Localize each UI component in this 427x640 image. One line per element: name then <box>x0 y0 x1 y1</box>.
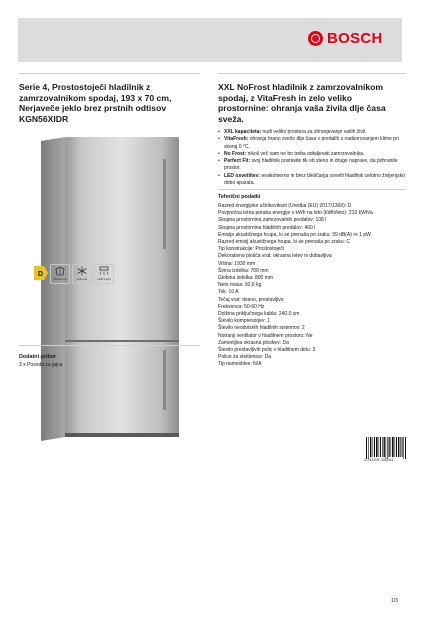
spec-line: Notranji ventilator v hladilnem prostoru: Ne <box>218 332 313 339</box>
led-light-icon <box>98 266 110 276</box>
feature-list <box>218 129 408 187</box>
divider <box>19 345 200 346</box>
product-model: KGN56XIDR <box>19 113 69 124</box>
feature-icons <box>50 264 114 284</box>
spec-line: Višina: 1930 mm <box>218 260 256 267</box>
spec-line: Police za steklenice: Da <box>218 354 272 361</box>
page-number: 1/3 <box>391 598 398 604</box>
spec-line: Tip namestitve: N/A <box>218 361 262 368</box>
divider <box>218 73 406 74</box>
product-headline: XXL NoFrost hladilnik z zamrzovalnikom spodaj, z VitaFresh in zelo veliko prostornine: ohranja vaša živila dlje časa sveža. <box>218 82 386 124</box>
spec-line: Zamenljiva okrasna ploskev: Da <box>218 339 289 346</box>
spec-line: Povprečna letna poraba energije v kWh na leto (kWh/leto): 210 kWh/a <box>218 210 373 217</box>
product-title: Serie 4, Prostostoječi hladilnik z zamrzovalnikom spodaj, 193 x 70 cm, Nerjaveče jeklo brez prstnih odtisov KGN56XIDR <box>19 82 172 124</box>
spec-line: Tip konstrukcije: Prostostoječi <box>218 246 284 253</box>
feature-item: • VitaFresh: ohranja hrano svežo dlje časa v predalih s nadzorovanjem klime pri skoraj 0 °C. <box>218 136 408 151</box>
brand-name: BOSCH <box>327 29 383 47</box>
fridge-image <box>35 137 185 447</box>
feature-item: • XXL kapaciteta: nudi veliko prostora za shranjevanje vaših živil. <box>218 129 408 136</box>
tech-specs-list <box>218 203 406 369</box>
bosch-logo <box>308 24 400 52</box>
divider <box>218 189 406 190</box>
vitafresh-icon <box>54 266 66 276</box>
vitafresh-label: VitaFresh <box>50 264 70 284</box>
divider <box>19 73 200 74</box>
spec-line: Širina izdelka: 700 mm <box>218 267 269 274</box>
barcode-number: 4 242005 306264 <box>364 458 394 462</box>
spec-line: Dekorativna plošča vrat: okrasna letev ni dobavljiva <box>218 253 332 260</box>
spec-line: Število neodvisnih hladilnih sistemov: 2 <box>218 325 305 332</box>
spec-line: Število kompresorjev: 1 <box>218 318 270 325</box>
barcode-image <box>366 437 406 459</box>
accessories-title: Dodatni pribor <box>19 354 57 360</box>
spec-line: Skupna prostornina zamrzovalnih predalov: 108 l <box>218 217 327 224</box>
spec-line: Tok: 10 A <box>218 289 239 296</box>
energy-label-icon <box>34 266 48 280</box>
spec-line: Frekvenca: 50-60 Hz <box>218 303 265 310</box>
snowflake-icon <box>76 266 88 276</box>
spec-line: Razred energijske učinkovitosti (Uredba (EU) 2017/1369): D <box>218 203 352 209</box>
spec-line: Emisije akustičnega hrupa, ki se prenaša po zraku: 39 dB(A) re 1 pW <box>218 231 371 238</box>
led-light-label: LED Light <box>94 264 114 284</box>
feature-item: • LED osvetlitev: enakomerno in brez bleščanja osvetli hladilnik celotno življenjsko dobo aparata. <box>218 173 408 188</box>
nofrost-label: NoFrost <box>72 264 92 284</box>
spec-line: Tečaj vrat: desno, prestavljivo <box>218 296 284 303</box>
spec-line: Globina izdelka: 800 mm <box>218 275 274 282</box>
tech-specs-title: Tehnični podatki <box>218 194 261 200</box>
svg-text:D: D <box>38 271 44 278</box>
spec-line: Število prestavljivih polic v hladilnem delu: 3 <box>218 347 316 354</box>
spec-line: Neto masa: 92,6 kg <box>218 282 262 289</box>
accessory-item: 3 x Posoda za jajca <box>19 362 63 368</box>
spec-line: Razred emisij akustičnega hrupa, ki se prenaša po zraku: C <box>218 239 351 246</box>
feature-item: • No Frost: nikoli več vam ne bo treba odtaljevati zamrzovalnika. <box>218 151 408 158</box>
spec-line: Dolžina priključnega kabla: 240,0 cm <box>218 311 300 318</box>
spec-line: Skupna prostornina hladilnih predalov: 400 l <box>218 224 316 231</box>
feature-item: • Perfect Fit: svoj hladilnik postavite tik ob steno in druge naprave, da prihranite prostor. <box>218 158 408 173</box>
bosch-armature-icon <box>308 31 323 46</box>
